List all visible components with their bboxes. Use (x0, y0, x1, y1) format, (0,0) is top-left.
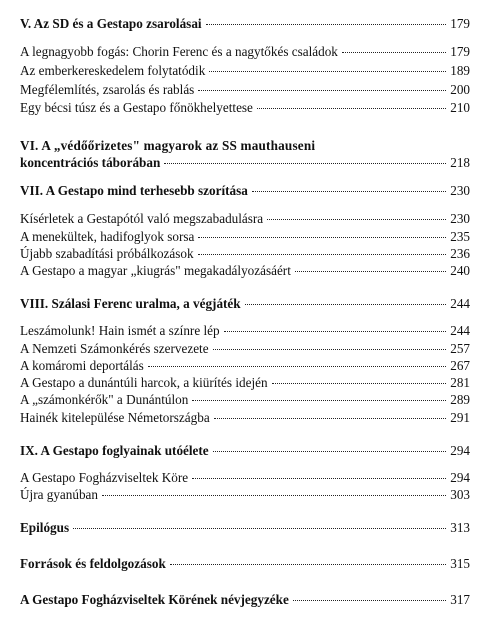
dot-leader (224, 331, 447, 332)
dot-leader (73, 528, 446, 529)
toc-entry-chapter-ix (20, 443, 470, 459)
toc-entry (20, 341, 470, 357)
toc-title: Források és feldolgozások (20, 556, 166, 571)
toc-page-number: 235 (450, 229, 470, 244)
toc-page-number: 317 (450, 592, 470, 607)
toc-page-number: 210 (450, 100, 470, 115)
dot-leader (213, 451, 447, 452)
dot-leader (252, 191, 446, 192)
dot-leader (272, 383, 447, 384)
toc-entry-epilogue (20, 520, 470, 536)
toc-title: Újra gyanúban (20, 487, 98, 502)
toc-entry (20, 263, 470, 279)
dot-leader (206, 24, 447, 25)
toc-page-number: 218 (450, 155, 470, 170)
dot-leader (102, 495, 446, 496)
toc-title: A Gestapo a magyar „kiugrás" megakadályozásáért (20, 263, 291, 278)
dot-leader (213, 349, 447, 350)
toc-title: IX. A Gestapo foglyainak utóélete (20, 443, 209, 458)
toc-page-number: 244 (450, 296, 470, 311)
toc-entry (20, 211, 470, 227)
toc-entry (20, 229, 470, 245)
dot-leader (245, 304, 447, 305)
toc-entry-chapter-viii (20, 296, 470, 312)
toc-title: A menekültek, hadifoglyok sorsa (20, 229, 195, 244)
toc-entry-sources (20, 556, 470, 572)
toc-entry (20, 100, 470, 116)
toc-entry (20, 410, 470, 426)
dot-leader (198, 254, 447, 255)
toc-title: A legnagyobb fogás: Chorin Ferenc és a nagytőkés családok (20, 44, 338, 59)
toc-page-number: 179 (450, 16, 470, 31)
toc-entry (20, 375, 470, 391)
dot-leader (164, 163, 446, 164)
toc-page-number: 294 (450, 470, 470, 485)
toc-page-number: 289 (450, 392, 470, 407)
toc-entry (20, 470, 470, 486)
toc-title: A Gestapo Fogházviseltek Körének névjegyzéke (20, 592, 289, 607)
dot-leader (148, 366, 446, 367)
toc-page-number: 230 (450, 183, 470, 198)
toc-title: VI. A „védőőrizetes" magyarok az SS mauthauseni (20, 138, 316, 153)
toc-entry-chapter-v (20, 16, 470, 32)
toc-title: A Gestapo Fogházviseltek Köre (20, 470, 189, 485)
toc-title: VII. A Gestapo mind terhesebb szorítása (20, 183, 248, 198)
toc-entry-chapter-vii (20, 183, 470, 199)
toc-page-number: 236 (450, 246, 470, 261)
toc-page-number: 303 (450, 487, 470, 502)
toc-title: Az emberkereskedelem folytatódik (20, 63, 206, 78)
toc-title: Leszámolunk! Hain ismét a színre lép (20, 323, 220, 338)
dot-leader (267, 219, 446, 220)
toc-title: Kísérletek a Gestapótól való megszabadulásra (20, 211, 264, 226)
toc-title: VIII. Szálasi Ferenc uralma, a végjáték (20, 296, 241, 311)
dot-leader (293, 600, 446, 601)
toc-entry (20, 44, 470, 60)
toc-title: V. Az SD és a Gestapo zsarolásai (20, 16, 202, 31)
toc-page-number: 315 (450, 556, 470, 571)
dot-leader (342, 52, 446, 53)
dot-leader (257, 108, 446, 109)
dot-leader (192, 478, 446, 479)
toc-entry (20, 487, 470, 503)
toc-page-number: 200 (450, 82, 470, 97)
toc-page-number: 257 (450, 341, 470, 356)
dot-leader (295, 271, 446, 272)
toc-entry (20, 358, 470, 374)
dot-leader (198, 90, 446, 91)
toc-entry (20, 392, 470, 408)
toc-entry (20, 246, 470, 262)
toc-page-number: 313 (450, 520, 470, 535)
toc-title: A Gestapo a dunántúli harcok, a kiürítés idején (20, 375, 268, 390)
toc-page-number: 230 (450, 211, 470, 226)
toc-page-number: 267 (450, 358, 470, 373)
toc-entry (20, 63, 470, 79)
toc-title: Újabb szabadítási próbálkozások (20, 246, 194, 261)
toc-page-number: 281 (450, 375, 470, 390)
toc-title: Megfélemlítés, zsarolás és rablás (20, 82, 195, 97)
dot-leader (192, 400, 446, 401)
toc-entry-chapter-vi (20, 137, 470, 171)
toc-page-number: 294 (450, 443, 470, 458)
toc-entry-register (20, 592, 470, 608)
toc-title: Epilógus (20, 520, 70, 535)
toc-page-number: 189 (450, 63, 470, 78)
toc-page-number: 240 (450, 263, 470, 278)
toc-title: A Nemzeti Számonkérés szervezete (20, 341, 209, 356)
toc-page-number: 244 (450, 323, 470, 338)
toc-entry (20, 323, 470, 339)
dot-leader (198, 237, 446, 238)
toc-page-number: 291 (450, 410, 470, 425)
toc-entry (20, 82, 470, 98)
dot-leader (214, 418, 447, 419)
toc-page-number: 179 (450, 44, 470, 59)
dot-leader (170, 564, 446, 565)
dot-leader (209, 71, 446, 72)
toc-title: A komáromi deportálás (20, 358, 144, 373)
toc-title: Hainék kitelepülése Németországba (20, 410, 210, 425)
toc-title: A „számonkérők" a Dunántúlon (20, 392, 189, 407)
toc-title: koncentrációs táborában (20, 155, 161, 170)
toc-title: Egy bécsi túsz és a Gestapo főnökhelyettese (20, 100, 253, 115)
